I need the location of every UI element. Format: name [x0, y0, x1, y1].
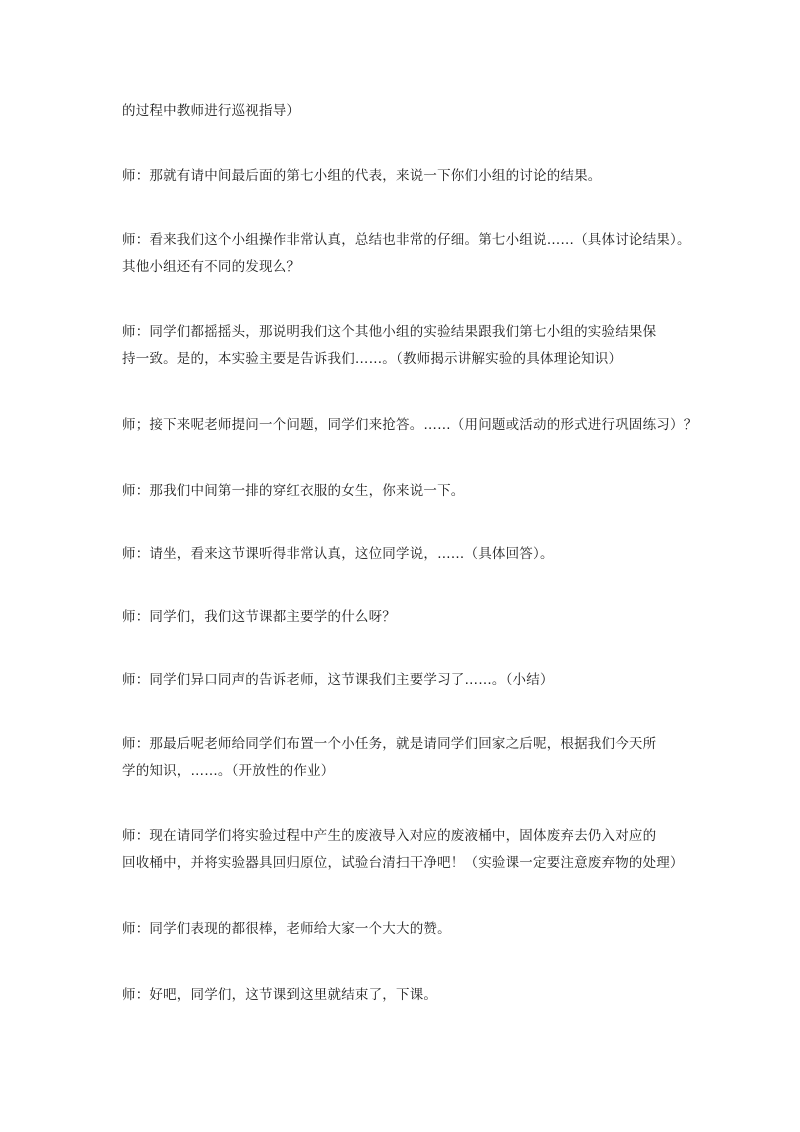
paragraph — [122, 319, 692, 373]
text-line: 师：同学们表现的都很棒，老师给大家一个大大的赞。 — [122, 921, 451, 937]
paragraph — [122, 823, 692, 877]
text-line: 师：那最后呢老师给同学们布置一个小任务，就是请同学们回家之后呢，根据我们今天所 — [122, 736, 657, 752]
text-line: 师：那我们中间第一排的穿红衣服的女生，你来说一下。 — [122, 483, 465, 499]
text-line: 持一致。是的，本实验主要是告诉我们……。（教师揭示讲解实验的具体理论知识） — [122, 351, 623, 367]
paragraph — [122, 478, 692, 505]
text-line: 其他小组还有不同的发现么？ — [122, 259, 301, 275]
paragraph — [122, 731, 692, 785]
paragraph — [122, 604, 692, 631]
text-line: 师：同学们异口同声的告诉老师，这节课我们主要学习了……。（小结） — [122, 672, 554, 688]
text-line: 师；接下来呢老师提问一个问题，同学们来抢答。……（用问题或活动的形式进行巩固练习）？ — [122, 417, 698, 433]
paragraph — [122, 163, 692, 190]
text-line: 师：同学们都摇摇头，那说明我们这个其他小组的实验结果跟我们第七小组的实验结果保 — [122, 324, 657, 340]
paragraph — [122, 982, 692, 1009]
paragraph — [122, 98, 692, 125]
text-line: 师：好吧，同学们，这节课到这里就结束了，下课。 — [122, 987, 438, 1003]
text-line: 师：同学们，我们这节课都主要学的什么呀？ — [122, 609, 396, 625]
text-line: 师：现在请同学们将实验过程中产生的废液导入对应的废液桶中，固体废弃去仍入对应的 — [122, 828, 657, 844]
paragraph — [122, 227, 692, 281]
paragraph — [122, 916, 692, 943]
text-line: 师：看来我们这个小组操作非常认真，总结也非常的仔细。第七小组说……（具体讨论结果）。 — [122, 232, 691, 248]
paragraph — [122, 412, 698, 439]
paragraph — [122, 541, 692, 568]
text-line: 师：那就有请中间最后面的第七小组的代表，来说一下你们小组的讨论的结果。 — [122, 168, 602, 184]
paragraph — [122, 667, 692, 694]
text-line: 学的知识，……。（开放性的作业） — [122, 763, 335, 779]
text-line: 回收桶中，并将实验器具回归原位，试验台清扫干净吧！（实验课一定要注意废弃物的处理） — [122, 855, 684, 871]
text-line: 的过程中教师进行巡视指导） — [122, 103, 301, 119]
text-line: 师：请坐，看来这节课听得非常认真，这位同学说，……（具体回答）。 — [122, 546, 554, 562]
